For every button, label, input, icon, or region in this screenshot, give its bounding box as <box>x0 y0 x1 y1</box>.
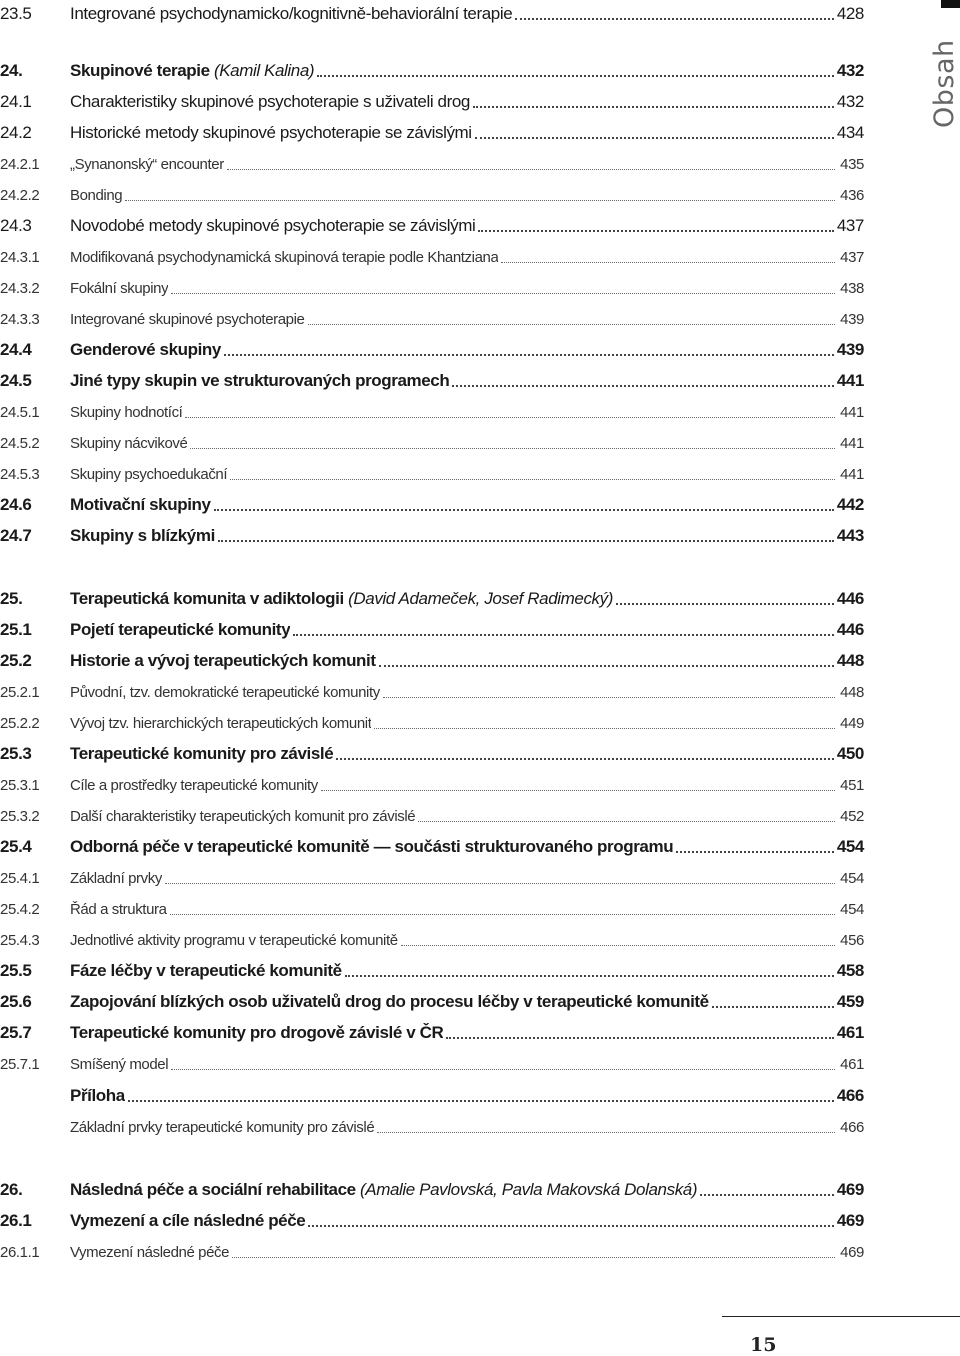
dot-leader <box>418 821 835 822</box>
toc-entry-number: 25.4.3 <box>0 931 40 949</box>
toc-entry-title-text: Modifikovaná psychodynamická skupinová terapie podle Khantziana <box>70 248 499 266</box>
toc-entry-title-text: Genderové skupiny <box>70 340 221 359</box>
toc-entry-title-text: Skupiny nácvikové <box>70 434 188 452</box>
toc-entry-title <box>70 526 215 546</box>
toc-entry-title <box>70 216 475 236</box>
dot-leader <box>230 479 835 480</box>
toc-entry-number: 24.3.1 <box>0 248 40 266</box>
toc-entry-title-text: Fokální skupiny <box>70 279 169 297</box>
toc-entry-title-text: Charakteristiky skupinové psychoterapie s uživateli drog <box>70 92 470 111</box>
toc-entry <box>0 305 864 333</box>
toc-entry-number: 24.2.2 <box>0 186 40 204</box>
toc-entry-page: 441 <box>836 371 864 390</box>
toc-entry-number: 25.3.1 <box>0 776 40 794</box>
toc-entry-title <box>70 620 290 640</box>
toc-entry-title-text: Původní, tzv. demokratické terapeutické komunity <box>70 683 380 701</box>
toc-entry <box>0 585 864 613</box>
toc-entry-page: 446 <box>836 620 864 639</box>
toc-entry-number: 24.4 <box>0 340 32 359</box>
toc-entry-page: 435 <box>840 155 864 173</box>
toc-entry-title <box>70 589 613 609</box>
dot-leader <box>293 634 834 636</box>
dot-leader <box>190 448 835 449</box>
toc-entry <box>0 274 864 302</box>
toc-entry <box>0 1019 864 1047</box>
toc-entry-number: 26. <box>0 1180 23 1199</box>
toc-entry-title <box>70 340 221 360</box>
toc-entry-number: 25.3.2 <box>0 807 40 825</box>
dot-leader <box>128 1100 834 1102</box>
toc-entry <box>0 522 864 550</box>
toc-entry-title <box>70 1119 374 1136</box>
toc-entry-page: 469 <box>840 1243 864 1261</box>
toc-entry-title <box>70 1056 168 1073</box>
toc-entry-page: 458 <box>836 961 864 980</box>
toc-entry-page: 437 <box>840 248 864 266</box>
toc-entry-number: 24.6 <box>0 495 32 514</box>
toc-entry <box>0 212 864 240</box>
toc-entry-title <box>70 1244 229 1261</box>
toc-entry <box>0 678 864 706</box>
toc-entry-title <box>70 92 470 112</box>
toc-entry-title-text: Integrované psychodynamicko/kognitivně-behaviorální terapie <box>70 4 513 23</box>
dot-leader <box>473 106 834 108</box>
dot-leader <box>308 324 836 325</box>
toc-entry-number: 24.3.3 <box>0 310 40 328</box>
toc-entry-number: 24. <box>0 61 23 80</box>
toc-entry-page: 466 <box>840 1118 864 1136</box>
toc-entry <box>0 398 864 426</box>
dot-leader <box>317 75 834 77</box>
toc-entry-page: 454 <box>836 837 864 856</box>
toc-entry-number: 24.5.2 <box>0 434 40 452</box>
toc-entry-number: 25.5 <box>0 961 32 980</box>
toc-entry-title-text: Vývoj tzv. hierarchických terapeutických komunit <box>70 714 372 732</box>
toc-entry <box>0 119 864 147</box>
toc-entry-title-text: Vymezení a cíle následné péče <box>70 1211 306 1230</box>
toc-entry-page: 436 <box>840 186 864 204</box>
toc-entry-page: 432 <box>836 92 864 111</box>
toc-entry <box>0 1113 864 1141</box>
dot-leader <box>227 169 835 170</box>
dot-leader <box>345 975 834 977</box>
toc-entry-title <box>70 901 167 918</box>
toc-entry-page: 432 <box>836 61 864 80</box>
dot-leader <box>478 230 833 232</box>
toc-entry-title <box>70 684 380 701</box>
toc-entry <box>0 1176 864 1204</box>
toc-entry-title <box>70 187 122 204</box>
toc-entry <box>0 181 864 209</box>
toc-entry-title-text: Historie a vývoj terapeutických komunit <box>70 651 376 670</box>
toc-entry-title-text: Základní prvky <box>70 869 162 887</box>
footer-rule <box>722 1316 960 1317</box>
toc-entry-number: 26.1 <box>0 1211 32 1230</box>
toc-entry-author: (David Adameček, Josef Radimecký) <box>348 589 614 608</box>
toc-entry-page: 428 <box>836 4 864 23</box>
toc-entry-number: 25.7.1 <box>0 1055 40 1073</box>
dot-leader <box>185 417 835 418</box>
dot-leader <box>125 200 835 201</box>
dot-leader <box>171 1069 835 1070</box>
toc-entry-title-text: Skupiny psychoedukační <box>70 465 228 483</box>
toc-entry-page: 439 <box>840 310 864 328</box>
toc-entry-title-text: Jiné typy skupin ve strukturovaných programech <box>70 371 450 390</box>
toc-entry-title <box>70 404 182 421</box>
toc-entry-page: 441 <box>840 403 864 421</box>
toc-entry-title-text: Skupiny s blízkými <box>70 526 215 545</box>
toc-entry-number: 24.5.1 <box>0 403 40 421</box>
toc-entry-title-text: Smíšený model <box>70 1055 169 1073</box>
toc-entry-page: 449 <box>840 714 864 732</box>
toc-entry-page: 454 <box>840 869 864 887</box>
toc-entry-title-text: Novodobé metody skupinové psychoterapie se závislými <box>70 216 476 235</box>
toc-entry-number: 25.2.2 <box>0 714 40 732</box>
toc-entry-title <box>70 1023 443 1043</box>
dot-leader <box>676 851 834 853</box>
toc-entry-page: 451 <box>840 776 864 794</box>
toc-entry-page: 439 <box>836 340 864 359</box>
toc-entry-title-text: Fáze léčby v terapeutické komunitě <box>70 961 342 980</box>
toc-entry <box>0 88 864 116</box>
toc-entry-number: 24.2.1 <box>0 155 40 173</box>
toc-entry-title <box>70 371 449 391</box>
toc-entry-number: 24.2 <box>0 123 32 142</box>
toc-entry <box>0 864 864 892</box>
toc-entry-page: 446 <box>836 589 864 608</box>
toc-entry <box>0 0 864 28</box>
toc-entry <box>0 336 864 364</box>
dot-leader <box>515 18 834 20</box>
toc-entry <box>0 1207 864 1235</box>
toc-entry-title-text: Základní prvky terapeutické komunity pro závislé <box>70 1118 375 1136</box>
toc-entry-title-text: Cíle a prostředky terapeutické komunity <box>70 776 318 794</box>
dot-leader <box>616 603 834 605</box>
toc-entry-title <box>70 744 333 764</box>
toc-entry-page: 434 <box>836 123 864 142</box>
toc-entry <box>0 957 864 985</box>
dot-leader <box>712 1006 834 1008</box>
toc-entry-title-text: Řád a struktura <box>70 900 167 918</box>
toc-entry-title-text: Pojetí terapeutické komunity <box>70 620 291 639</box>
toc-entry-page: 438 <box>840 279 864 297</box>
toc-entry-title-text: Následná péče a sociální rehabilitace <box>70 1180 356 1199</box>
toc-entry-page: 448 <box>836 651 864 670</box>
toc-entry <box>0 491 864 519</box>
dot-leader <box>452 385 833 387</box>
toc-entry-title-text: Historické metody skupinové psychoterapie se závislými <box>70 123 472 142</box>
toc-entry-page: 456 <box>840 931 864 949</box>
toc-entry-title-text: Motivační skupiny <box>70 495 211 514</box>
toc-entry <box>0 802 864 830</box>
toc-entry-page: 441 <box>840 434 864 452</box>
toc-entry-title-text: Další charakteristiky terapeutických komunit pro závislé <box>70 807 416 825</box>
toc-entry-page: 461 <box>836 1023 864 1042</box>
toc-entry <box>0 988 864 1016</box>
dot-leader <box>224 354 834 356</box>
toc-entry-title <box>70 808 415 825</box>
toc-entry <box>0 243 864 271</box>
toc-entry-title <box>70 837 673 857</box>
toc-entry <box>0 429 864 457</box>
toc-entry-title-text: Terapeutické komunity pro závislé <box>70 744 334 763</box>
toc-entry-author: (Amalie Pavlovská, Pavla Makovská Dolanská) <box>360 1180 698 1199</box>
toc-entry <box>0 895 864 923</box>
toc-entry-title <box>70 870 162 887</box>
toc-entry-number: 25.4.1 <box>0 869 40 887</box>
toc-entry-title <box>70 156 224 173</box>
dot-leader <box>170 914 835 915</box>
toc-entry-number: 24.7 <box>0 526 32 545</box>
toc-entry-page: 443 <box>836 526 864 545</box>
toc-entry <box>0 460 864 488</box>
dot-leader <box>374 728 835 729</box>
toc-entry <box>0 1238 864 1266</box>
toc-entry-title-text: Terapeutická komunita v adiktologii <box>70 589 344 608</box>
toc-entry-number: 25.3 <box>0 744 32 763</box>
dot-leader <box>232 1257 835 1258</box>
toc-entry-title-text: Skupiny hodnotící <box>70 403 183 421</box>
dot-leader <box>377 1132 835 1133</box>
toc-entry-title-text: Terapeutické komunity pro drogově závislé v ČR <box>70 1023 444 1042</box>
toc-entry-number: 25.4 <box>0 837 32 856</box>
toc-entry-title <box>70 466 227 483</box>
dot-leader <box>383 697 835 698</box>
toc-entry-number: 24.5 <box>0 371 32 390</box>
toc-entry-title-text: Jednotlivé aktivity programu v terapeutické komunitě <box>70 931 398 949</box>
toc-entry-title <box>70 777 318 794</box>
toc-entry-page: 442 <box>836 495 864 514</box>
toc-entry-number: 25.2 <box>0 651 32 670</box>
toc-entry-title-text: Příloha <box>70 1086 125 1105</box>
toc-entry-number: 25.2.1 <box>0 683 40 701</box>
toc-entry <box>0 150 864 178</box>
toc-entry-title-text: „Synanonský“ encounter <box>70 155 224 173</box>
dot-leader <box>700 1194 834 1196</box>
toc-entry-title <box>70 992 709 1012</box>
toc-entry <box>0 1082 864 1110</box>
toc-entry-title-text: Skupinové terapie <box>70 61 210 80</box>
toc-entry-title <box>70 1180 697 1200</box>
toc-entry-page: 452 <box>840 807 864 825</box>
toc-entry <box>0 926 864 954</box>
dot-leader <box>218 540 834 542</box>
toc-entry-page: 459 <box>836 992 864 1011</box>
dot-leader <box>446 1037 833 1039</box>
toc-entry-page: 441 <box>840 465 864 483</box>
toc-entry-number: 25.1 <box>0 620 32 639</box>
toc-entry-title <box>70 961 342 981</box>
toc-entry-title-text: Odborná péče v terapeutické komunitě — součásti strukturovaného programu <box>70 837 674 856</box>
toc-entry-page: 469 <box>836 1211 864 1230</box>
toc-entry-page: 466 <box>836 1086 864 1105</box>
toc-entry-number: 24.1 <box>0 92 32 111</box>
toc-entry-number: 23.5 <box>0 4 32 23</box>
toc-entry-page: 450 <box>836 744 864 763</box>
toc-entry-title-text: Integrované skupinové psychoterapie <box>70 310 305 328</box>
dot-leader <box>321 790 835 791</box>
toc-entry-page: 461 <box>840 1055 864 1073</box>
toc-entry-title-text: Vymezení následné péče <box>70 1243 230 1261</box>
toc-entry-title <box>70 651 376 671</box>
toc-entry-title <box>70 280 168 297</box>
dot-leader <box>165 883 835 884</box>
dot-leader <box>214 509 834 511</box>
toc-entry-author: (Kamil Kalina) <box>213 61 315 80</box>
toc-entry-title <box>70 61 314 81</box>
toc-entry-title <box>70 1086 125 1106</box>
toc-entry <box>0 647 864 675</box>
toc-entry-title <box>70 4 512 24</box>
toc-entry <box>0 833 864 861</box>
toc-entry <box>0 57 864 85</box>
dot-leader <box>379 665 834 667</box>
toc-entry-title <box>70 495 211 515</box>
toc-entry <box>0 367 864 395</box>
toc-entry <box>0 740 864 768</box>
toc-entry-number: 25.7 <box>0 1023 32 1042</box>
toc-entry-number: 24.5.3 <box>0 465 40 483</box>
toc-entry <box>0 1050 864 1078</box>
dot-leader <box>501 262 835 263</box>
dot-leader <box>475 137 834 139</box>
side-tab-label: Obsah <box>929 39 960 128</box>
toc-entry-page: 469 <box>836 1180 864 1199</box>
toc-entry-number: 24.3 <box>0 216 32 235</box>
dot-leader <box>171 293 835 294</box>
dot-leader <box>308 1225 833 1227</box>
toc-entry-title <box>70 435 187 452</box>
toc-entry-title <box>70 311 305 328</box>
toc-entry-number: 25.6 <box>0 992 32 1011</box>
toc-entry-page: 437 <box>836 216 864 235</box>
dot-leader <box>336 758 834 760</box>
toc-entry-title <box>70 715 371 732</box>
toc-entry-number: 25.4.2 <box>0 900 40 918</box>
toc-entry-title <box>70 249 498 266</box>
toc-entry-title <box>70 1211 305 1231</box>
toc-entry-page: 448 <box>840 683 864 701</box>
toc-entry-title <box>70 123 472 143</box>
dot-leader <box>401 945 835 946</box>
toc-entry-number: 26.1.1 <box>0 1243 40 1261</box>
toc-entry-number: 24.3.2 <box>0 279 40 297</box>
toc-entry-title-text: Zapojování blízkých osob uživatelů drog do procesu léčby v terapeutické komunitě <box>70 992 709 1011</box>
toc-entry-title <box>70 932 398 949</box>
side-tab-marker <box>941 0 960 8</box>
toc-entry <box>0 709 864 737</box>
toc-entry-title-text: Bonding <box>70 186 123 204</box>
section-side-tab <box>918 0 960 135</box>
toc-entry-number: 25. <box>0 589 23 608</box>
toc-entry <box>0 616 864 644</box>
toc-entry <box>0 771 864 799</box>
toc-entry-page: 454 <box>840 900 864 918</box>
page-number: 15 <box>750 1334 777 1356</box>
